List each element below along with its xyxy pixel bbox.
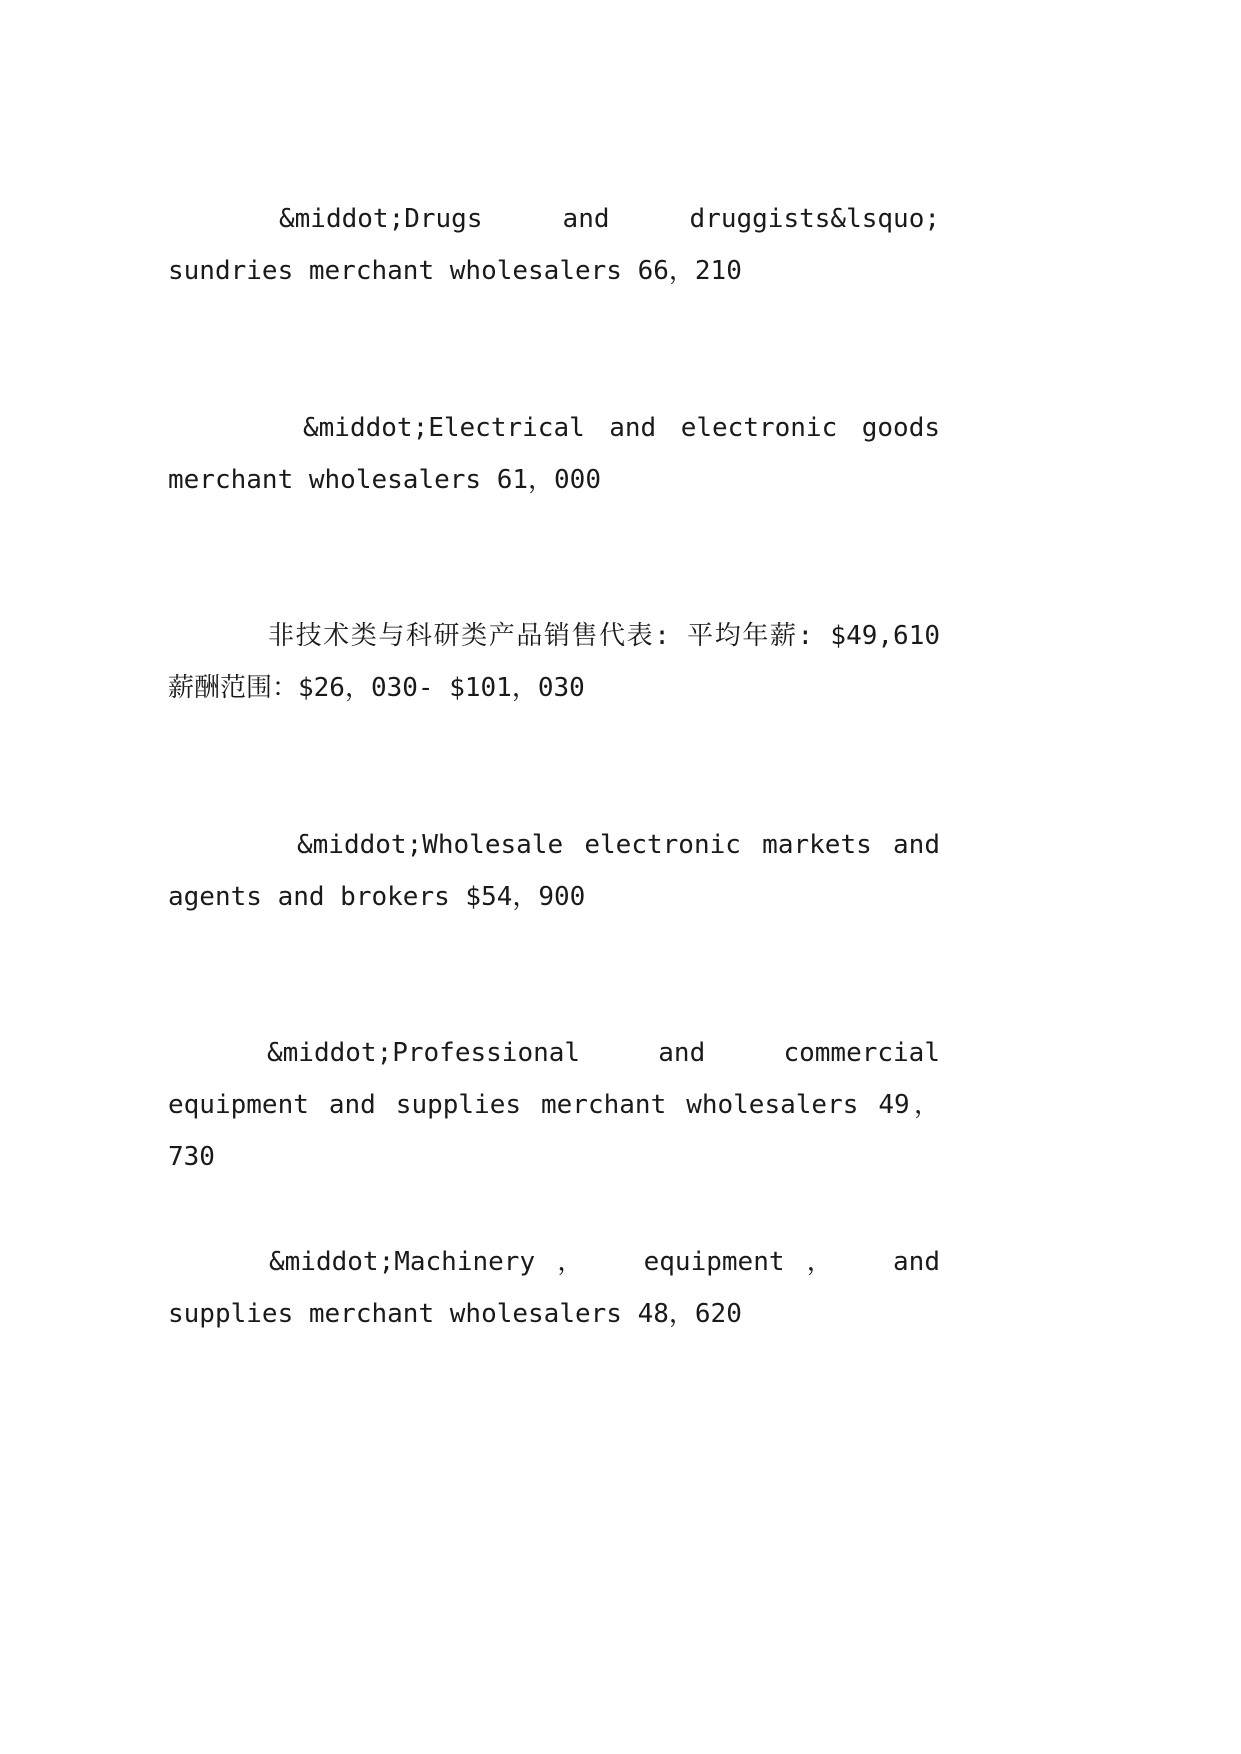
paragraph-electronic-markets: &middot;Wholesale electronic markets and agents and brokers $54，900 [168,830,940,912]
paragraph-electrical-wholesalers: &middot;Electrical and electronic goods merchant wholesalers 61，000 [168,413,940,495]
paragraph-professional-equipment: &middot;Professional and commercial equipment and supplies merchant wholesalers 49，730 [168,1038,940,1172]
paragraph-drugs-wholesalers: &middot;Drugs and druggists&lsquo; sundries merchant wholesalers 66，210 [168,204,940,286]
paragraph-sales-rep-salary: 非技术类与科研类产品销售代表: 平均年薪: $49,610 薪酬范围：$26，030- $101，030 [168,621,940,703]
paragraph-machinery-wholesalers: &middot;Machinery， equipment， and supplies merchant wholesalers 48，620 [168,1247,940,1329]
